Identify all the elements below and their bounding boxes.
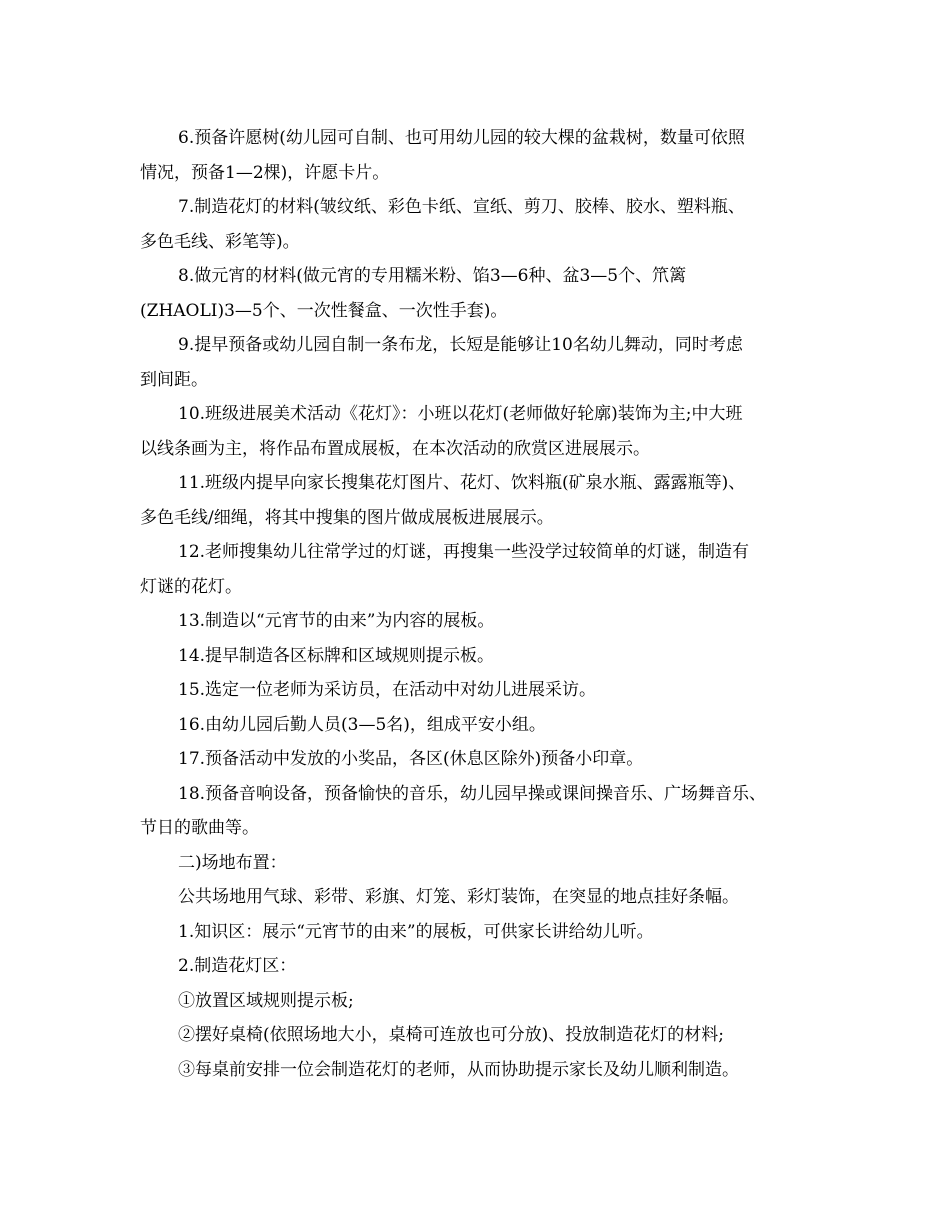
paragraph-item-8 — [140, 259, 820, 328]
paragraph-item-16 — [140, 708, 820, 743]
paragraph-item-15 — [140, 673, 820, 708]
text-line: 14.提早制造各区标牌和区域规则提示板。 — [178, 645, 495, 666]
text-line: 8.做元宵的材料(做元宵的专用糯米粉、馅3—6种、盆3—5个、笊篱 — [178, 266, 687, 286]
paragraph-item-18 — [140, 777, 820, 846]
section-heading-venue-layout — [140, 846, 820, 881]
paragraph-item-14 — [140, 639, 820, 674]
text-line: 到间距。 — [140, 369, 208, 390]
document-body — [140, 121, 820, 1087]
text-line: 18.预备音响设备，预备愉快的音乐，幼儿园早操或课间操音乐、广场舞音乐、 — [178, 783, 767, 804]
text-line: 2.制造花灯区： — [178, 956, 297, 976]
text-line: 10.班级进展美术活动《花灯》：小班以花灯(老师做好轮廓)装饰为主;中大班 — [178, 404, 743, 424]
paragraph-item-17 — [140, 742, 820, 777]
text-line: 灯谜的花灯。 — [140, 576, 242, 597]
paragraph-item-6 — [140, 121, 820, 190]
text-line: 1.知识区：展示“元宵节的由来”的展板，可供家长讲给幼儿听。 — [178, 921, 654, 942]
text-line: 6.预备许愿树(幼儿园可自制、也可用幼儿园的较大棵的盆栽树，数量可依照 — [178, 128, 745, 148]
text-line: 情况，预备1—2棵)，许愿卡片。 — [140, 162, 390, 183]
text-line: 多色毛线/细绳，将其中搜集的图片做成展板进展展示。 — [140, 507, 554, 528]
paragraph-knowledge-area — [140, 915, 820, 950]
paragraph-item-13 — [140, 604, 820, 639]
paragraph-item-10 — [140, 397, 820, 466]
text-line: 13.制造以“元宵节的由来”为内容的展板。 — [178, 611, 495, 631]
text-line: ②摆好桌椅(依照场地大小，桌椅可连放也可分放)、投放制造花灯的材料; — [178, 1025, 724, 1045]
text-line: 12.老师搜集幼儿往常学过的灯谜，再搜集一些没学过较简单的灯谜，制造有 — [178, 542, 750, 562]
list-item-circled-2 — [140, 1018, 820, 1053]
text-line: 16.由幼儿园后勤人员(3—5名)，组成平安小组。 — [178, 714, 546, 735]
text-line: 7.制造花灯的材料(皱纹纸、彩色卡纸、宣纸、剪刀、胶棒、胶水、塑料瓶、 — [178, 197, 745, 217]
text-line: 15.选定一位老师为采访员，在活动中对幼儿进展采访。 — [178, 680, 597, 700]
text-line: ③每桌前安排一位会制造花灯的老师，从而协助提示家长及幼儿顺利制造。 — [178, 1059, 739, 1080]
paragraph-lantern-area — [140, 949, 820, 984]
paragraph-item-7 — [140, 190, 820, 259]
paragraph-item-9 — [140, 328, 820, 397]
text-line: 以线条画为主，将作品布置成展板，在本次活动的欣赏区进展展示。 — [140, 438, 650, 459]
text-line: 节日的歌曲等。 — [140, 818, 259, 838]
text-line: 11.班级内提早向家长搜集花灯图片、花灯、饮料瓶(矿泉水瓶、露露瓶等)、 — [178, 473, 746, 493]
section-heading: 二)场地布置： — [178, 852, 287, 873]
text-line: (ZHAOLI)3—5个、一次性餐盒、一次性手套)。 — [140, 300, 508, 321]
list-item-circled-1 — [140, 984, 820, 1019]
text-line: 9.提早预备或幼儿园自制一条布龙，长短是能够让10名幼儿舞动，同时考虑 — [178, 335, 743, 355]
text-line: 17.预备活动中发放的小奖品，各区(休息区除外)预备小印章。 — [178, 749, 644, 769]
paragraph-public-area — [140, 880, 820, 915]
text-line: 公共场地用气球、彩带、彩旗、灯笼、彩灯装饰，在突显的地点挂好条幅。 — [178, 887, 739, 907]
text-line: ①放置区域规则提示板; — [178, 990, 354, 1011]
text-line: 多色毛线、彩笔等)。 — [140, 231, 300, 252]
paragraph-item-11 — [140, 466, 820, 535]
paragraph-item-12 — [140, 535, 820, 604]
list-item-circled-3 — [140, 1053, 820, 1088]
